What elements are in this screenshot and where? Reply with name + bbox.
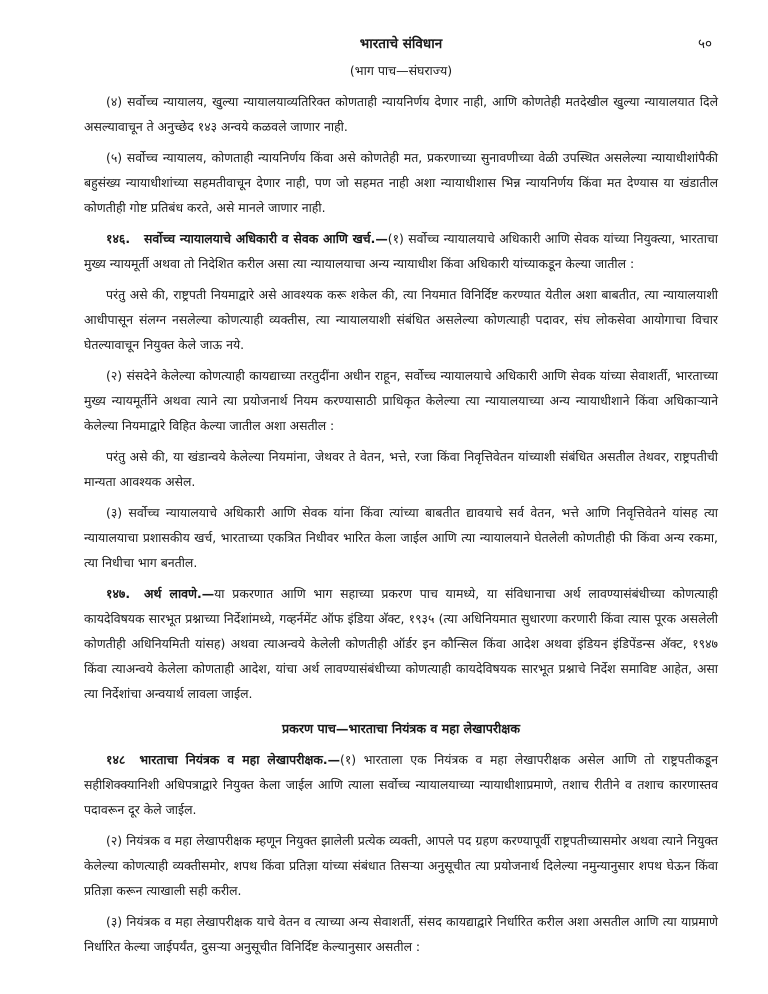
chapter-heading: प्रकरण पाच—भारताचा नियंत्रक व महा लेखापरीक्षक — [281, 721, 521, 736]
article-147-paragraph — [84, 581, 718, 706]
article-147-title: अर्थ लावणे.— — [144, 586, 215, 601]
article-146-clause-2: (२) संसदेने केलेल्या कोणत्याही कायद्याच्या तरतुदींना अधीन राहून, सर्वोच्च न्यायालयाचे अधिकारी आणि सेवक यांच्या सेवाशर्ती, भारताच्या मुख्य न्यायमूर्तीने अथवा त्याने त्या प्रयोजनार्थ नियम करण्यासाठी प्राधिकृत केलेल्या त्या न्यायालयाच्या अन्य न्यायाधीशाने किंवा अधिकाऱ्याने केलेल्या नियमाद्वारे विहित केल्या जातील अशा असतील : — [84, 368, 718, 433]
article-146-clause-3: (३) सर्वोच्च न्यायालयाचे अधिकारी आणि सेवक यांना किंवा त्यांच्या बाबतीत द्यावयाचे सर्व वेतन, भत्ते आणि निवृत्तिवेतने यांसह त्या न्यायालयाचा प्रशासकीय खर्च, भारताच्या एकत्रित निधीवर भारित केला जाईल आणि त्या न्यायालयाने घेतलेली कोणतीही फी किंवा अन्य रकमा, त्या निधीचा भाग बनतील. — [84, 505, 718, 570]
running-header — [84, 34, 718, 58]
article-146-paragraph — [84, 226, 718, 276]
page-title: भारताचे संविधान — [359, 36, 443, 52]
part-subtitle: (भाग पाच—संघराज्य) — [349, 63, 453, 78]
article-146-number: १४६. — [106, 231, 131, 246]
article-147-text: या प्रकरणात आणि भाग सहाच्या प्रकरण पाच यामध्ये, या संविधानाचा अर्थ लावण्यासंबंधीच्या कोणत्याही कायदेविषयक सारभूत प्रश्नाच्या निर्देशांमध्ये, गव्हर्नमेंट ऑफ इंडिया अ‍ॅक्ट, १९३५ (त्या अधिनियमात सुधारणा करणारी किंवा त्यास पूरक असलेली कोणतीही अधिनियमिती यांसह) अथवा त्याअन्वये केलेली कोणतीही ऑर्डर इन कौन्सिल किंवा आदेश अथवा इंडियन इंडिपेंडन्स अ‍ॅक्ट, १९४७ किंवा त्याअन्वये केलेला कोणताही आदेश, यांचा अर्थ लावण्यासंबंधीच्या कोणत्याही कायदेविषयक सारभूत प्रश्नाचे निर्देश समाविष्ट आहेत, असा त्या निर्देशांचा अन्वयार्थ लावला जाईल. — [84, 586, 718, 701]
article-148-clause-3: (३) नियंत्रक व महा लेखापरीक्षक याचे वेतन व त्याच्या अन्य सेवाशर्ती, संसद कायद्याद्वारे निर्धारित करील अशा असतील आणि त्या याप्रमाणे निर्धारित केल्या जाईपर्यंत, दुसऱ्या अनुसूचीत विनिर्दिष्ट केल्यानुसार असतील : — [84, 914, 718, 954]
article-148-title: भारताचा नियंत्रक व महा लेखापरीक्षक.— — [139, 752, 340, 767]
article-147-number: १४७. — [106, 586, 131, 601]
article-148-number: १४८ — [106, 752, 126, 767]
clause-5-paragraph: (५) सर्वोच्च न्यायालय, कोणताही न्यायनिर्णय किंवा असे कोणतेही मत, प्रकरणाच्या सुनावणीच्या वेळी उपस्थित असलेल्या न्यायाधीशांपैकी बहुसंख्य न्यायाधीशांच्या सहमतीवाचून देणार नाही, पण जो सहमत नाही अशा न्यायाधीशास भिन्न न्यायनिर्णय किंवा मत देण्यास या खंडातील कोणतीही गोष्ट प्रतिबंध करते, असे मानले जाणार नाही. — [84, 150, 718, 215]
page-number: ५० — [697, 36, 712, 52]
article-146-proviso-2: परंतु असे की, या खंडान्वये केलेल्या नियमांना, जेथवर ते वेतन, भत्ते, रजा किंवा निवृत्तिवेतन यांच्याशी संबंधित असतील तेथवर, राष्ट्रपतीची मान्यता आवश्यक असेल. — [84, 449, 718, 489]
clause-4-paragraph: (४) सर्वोच्च न्यायालय, खुल्या न्यायालयाव्यतिरिक्त कोणताही न्यायनिर्णय देणार नाही, आणि कोणतेही मतदेखील खुल्या न्यायालयात दिले असल्यावाचून ते अनुच्छेद १४३ अन्वये कळवले जाणार नाही. — [84, 94, 718, 134]
article-148-clause-2: (२) नियंत्रक व महा लेखापरीक्षक म्हणून नियुक्त झालेली प्रत्येक व्यक्ती, आपले पद ग्रहण करण्यापूर्वी राष्ट्रपतीच्यासमोर अथवा त्याने नियुक्त केलेल्या कोणत्याही व्यक्तीसमोर, शपथ किंवा प्रतिज्ञा यांच्या संबंधात तिसऱ्या अनुसूचीत त्या प्रयोजनार्थ दिलेल्या नमुन्यानुसार शपथ घेऊन किंवा प्रतिज्ञा करून त्याखाली सही करील. — [84, 833, 718, 898]
article-146-proviso-1: परंतु असे की, राष्ट्रपती नियमाद्वारे असे आवश्यक करू शकेल की, त्या नियमात विनिर्दिष्ट करण्यात येतील अशा बाबतीत, त्या न्यायालयाशी आधीपासून संलग्न नसलेल्या कोणत्याही व्यक्तीस, त्या न्यायालयाशी संबंधित असलेल्या कोणत्याही पदावर, संघ लोकसेवा आयोगाचा विचार घेतल्यावाचून नियुक्त केले जाऊ नये. — [84, 287, 718, 352]
article-148-text: (१) भारताला एक नियंत्रक व महा लेखापरीक्षक असेल आणि तो राष्ट्रपतीकडून सहीशिक्क्यानिशी अधिपत्राद्वारे नियुक्त केला जाईल आणि त्याला सर्वोच्च न्यायालयाच्या न्यायाधीशाप्रमाणे, तशाच रीतीने व तशाच कारणास्तव पदावरून दूर केले जाईल. — [84, 752, 718, 817]
article-148-paragraph — [84, 747, 718, 822]
article-146-text: (१) सर्वोच्च न्यायालयाचे अधिकारी आणि सेवक यांच्या नियुक्त्या, भारताचा मुख्य न्यायमूर्ती अथवा तो निदेशित करील असा त्या न्यायालयाचा अन्य न्यायाधीश किंवा अधिकारी यांच्याकडून केल्या जातील : — [84, 231, 718, 271]
article-146-title: सर्वोच्च न्यायालयाचे अधिकारी व सेवक आणि खर्च.— — [144, 231, 388, 246]
